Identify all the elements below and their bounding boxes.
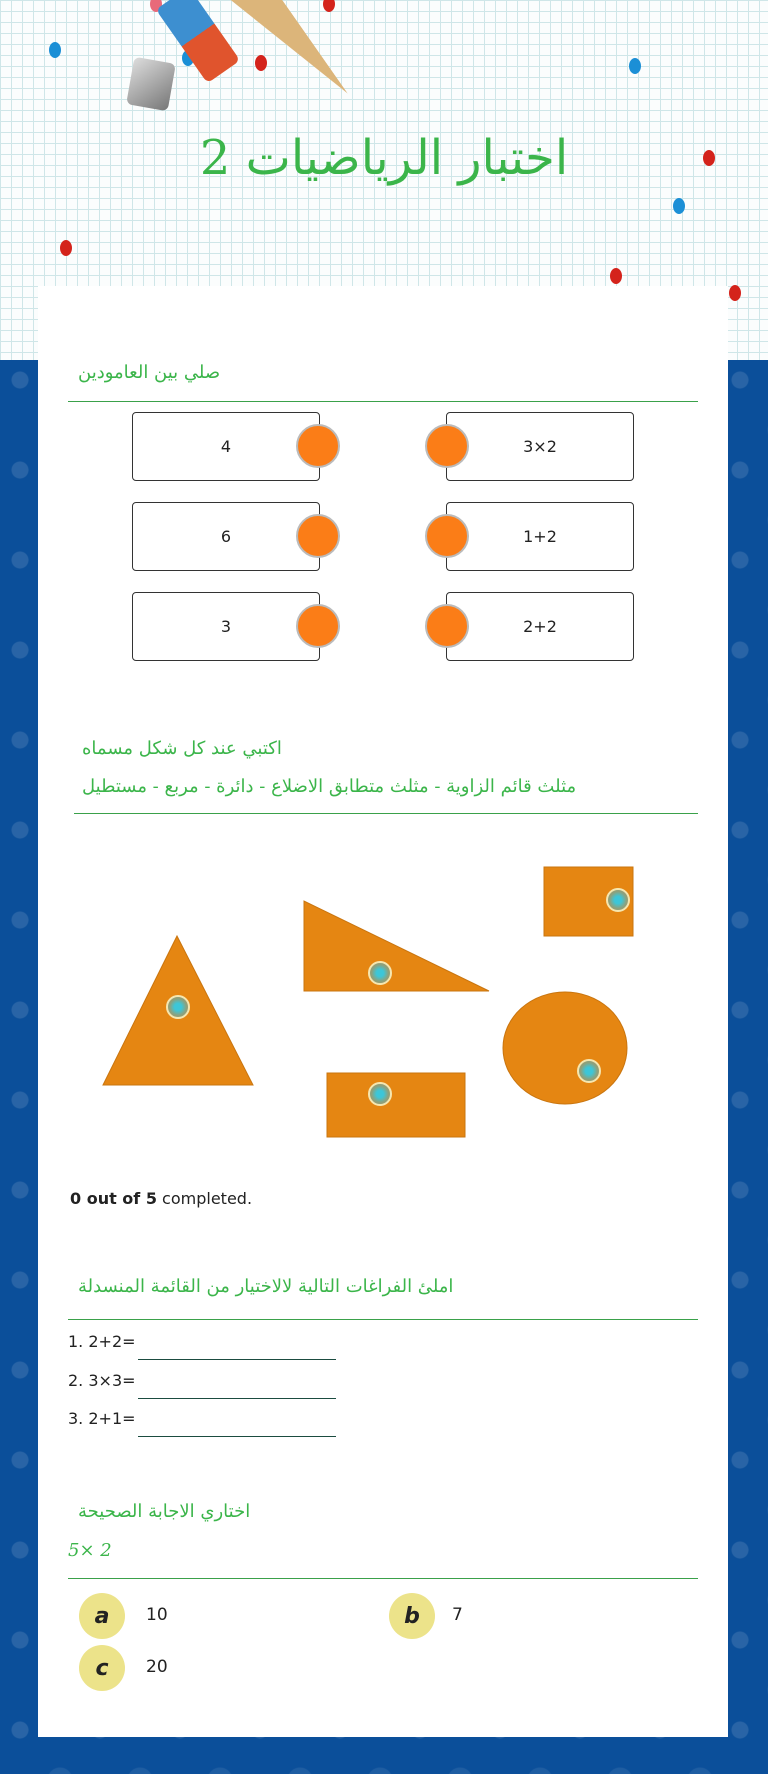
shapes-heading: اكتبي عند كل شكل مسماه <box>82 738 282 759</box>
match-connector-handle[interactable] <box>296 514 340 558</box>
label-hotspot-circle[interactable] <box>577 1059 601 1083</box>
circle-shape <box>503 992 627 1104</box>
match-right-item[interactable] <box>446 592 634 661</box>
progress-suffix: completed. <box>156 1189 253 1208</box>
match-left-item[interactable] <box>132 412 320 481</box>
rectangle-shape <box>327 1073 465 1137</box>
answer-dropdown[interactable] <box>138 1398 336 1399</box>
match-left-item[interactable] <box>132 502 320 571</box>
progress-status <box>70 1189 252 1208</box>
option-letter: a <box>94 1603 110 1629</box>
match-connector-handle[interactable] <box>425 424 469 468</box>
option-c-button[interactable] <box>79 1645 125 1691</box>
fill-question: 3. 2+1= <box>68 1409 136 1428</box>
label-hotspot-right-triangle[interactable] <box>368 961 392 985</box>
match-label: 3 <box>220 617 232 636</box>
match-right-item[interactable] <box>446 502 634 571</box>
option-c-text[interactable]: 20 <box>146 1657 168 1677</box>
label-hotspot-rectangle[interactable] <box>368 1082 392 1106</box>
divider <box>68 1319 698 1320</box>
worksheet-card <box>38 286 728 1737</box>
label-hotspot-square[interactable] <box>606 888 630 912</box>
match-connector-handle[interactable] <box>425 514 469 558</box>
match-label: 6 <box>220 527 232 546</box>
option-letter: c <box>95 1655 109 1681</box>
matching-heading: صلي بين العامودين <box>78 362 221 383</box>
page-title: اختبار الرياضيات 2 <box>199 130 569 186</box>
right-triangle-shape <box>304 901 489 991</box>
match-label: 3×2 <box>523 437 557 456</box>
shapes-subheading: مثلث قائم الزاوية - مثلث متطابق الاضلاع - دائرة - مربع - مستطيل <box>82 776 577 797</box>
mcq-question: 5× 2 <box>68 1540 112 1561</box>
label-hotspot-triangle[interactable] <box>166 995 190 1019</box>
progress-count: 0 out of 5 <box>70 1189 157 1208</box>
match-connector-handle[interactable] <box>296 604 340 648</box>
option-a-text[interactable]: 10 <box>146 1605 168 1625</box>
fill-question: 1. 2+2= <box>68 1332 136 1351</box>
sharpener-icon <box>126 57 176 112</box>
option-a-button[interactable] <box>79 1593 125 1639</box>
divider <box>68 401 698 402</box>
divider <box>74 813 698 814</box>
match-left-item[interactable] <box>132 592 320 661</box>
option-b-text[interactable]: 7 <box>452 1605 463 1625</box>
match-connector-handle[interactable] <box>425 604 469 648</box>
option-letter: b <box>404 1603 420 1629</box>
match-label: 4 <box>220 437 232 456</box>
option-b-button[interactable] <box>389 1593 435 1639</box>
divider <box>68 1578 698 1579</box>
match-label: 1+2 <box>523 527 557 546</box>
fill-heading: املئ الفراغات التالية لالاختيار من القائمة المنسدلة <box>78 1276 454 1297</box>
mcq-heading: اختاري الاجابة الصحيحة <box>78 1501 251 1522</box>
answer-dropdown[interactable] <box>138 1359 336 1360</box>
fill-question: 2. 3×3= <box>68 1371 136 1390</box>
match-right-item[interactable] <box>446 412 634 481</box>
match-label: 2+2 <box>523 617 557 636</box>
answer-dropdown[interactable] <box>138 1436 336 1437</box>
match-connector-handle[interactable] <box>296 424 340 468</box>
